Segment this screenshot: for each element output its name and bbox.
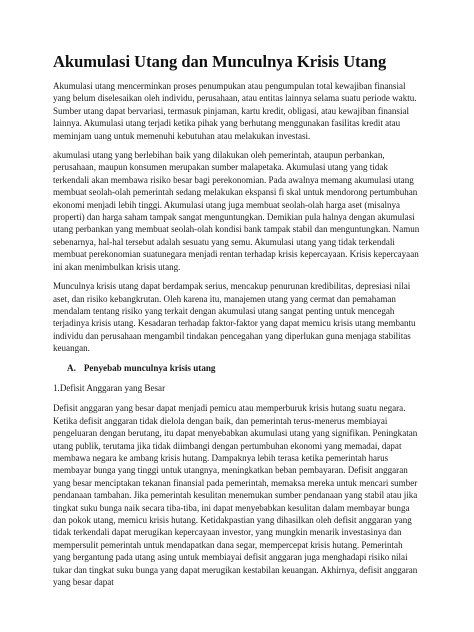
subsection-heading-1: 1.Defisit Anggaran yang Besar <box>53 382 166 393</box>
section-heading-a <box>67 362 422 374</box>
page-title: Akumulasi Utang dan Munculnya Krisis Utang <box>53 52 387 71</box>
paragraph-deficit: Defisit anggaran yang besar dapat menjadi pemicu atau memperburuk krisis hutang suatu negara. Ketika defisit anggaran tidak dielola dengan baik, dan pemerintah terus-menerus membiayai pengeluaran dengan berutang, itu dapat menyebabkan akumulasi utang yang signifikan. Peningkatan utang publik, terutama jika tidak diimbangi dengan pertumbuhan ekonomi yang memadai, dapat membawa negara ke ambang krisis hutang. Dampaknya lebih terasa ketika pemerintah harus membayar bunga yang tinggi untuk utangnya, meningkatkan beban pembayaran. Defisit anggaran yang besar menciptakan tekanan finansial pada pemerintah, memaksa mereka untuk mencari sumber pendanaan tambahan. Jika pemerintah kesulitan menemukan sumber pendanaan yang stabil atau jika tingkat suku bunga naik secara tiba-tiba, ini dapat menyebabkan kesulitan dalam membayar bunga dan pokok utang, memicu krisis hutang. Ketidakpastian yang dihasilkan oleh defisit anggaran yang tidak terkendali dapat merugikan kepercayaan investor, yang mungkin menarik investasinya dan mempersulit pemerintah untuk mendapatkan dana segar, mempercepat krisis hutang. Pemerintah yang bergantung pada utang asing untuk membiayai defisit anggaran juga menghadapi risiko nilai tukar dan tingkat suku bunga yang dapat merugikan kestabilan keuangan. Akhirnya, defisit anggaran yang besar dapat <box>53 403 418 588</box>
paragraph-debt-crisis: Munculnya krisis utang dapat berdampak serius, mencakup penurunan kredibilitas, depresiasi nilai aset, dan risiko kebangkrutan. Oleh karena itu, manajemen utang yang cermat dan pemahaman mendalam tentang risiko yang terkait dengan akumulasi utang sangat penting untuk mencegah terjadinya krisis utang. Kesadaran terhadap faktor-faktor yang dapat memicu krisis utang membantu individu dan perusahaan mengambil tindakan pencegahan yang diperlukan guna menjaga stabilitas keuangan. <box>53 281 416 354</box>
paragraph-excess-debt: akumulasi utang yang berlebihan baik yang dilakukan oleh pemerintah, ataupun perbankan, perusahaan, maupun konsumen merupakan sumber malapetaka. Akumulasi utang yang tidak terkendali akan membawa risiko besar bagi perekonomian. Pada awalnya memang akumulasi utang membuat seolah-olah pemerintah sedang melakukan ekspansi fi skal untuk mendorong pertumbuhan ekonomi menjadi lebih tinggi. Akumulasi utang juga membuat seolah-olah harga aset (misalnya properti) dan harga saham tampak sangat menguntungkan. Demikian pula halnya dengan akumulasi utang perbankan yang membuat seolah-olah kondisi bank tampak stabil dan menguntungkan. Namun sebenarnya, hal-hal tersebut adalah sesuatu yang semu. Akumulasi utang yang tidak terkendali membuat perekonomian suatunegara menjadi rentan terhadap krisis kepercayaan. Krisis kepercayaan ini akan menimbulkan krisis utang. <box>53 150 420 272</box>
paragraph-intro: Akumulasi utang mencerminkan proses penumpukan atau pengumpulan total kewajiban finansial yang belum diselesaikan oleh individu, perusahaan, atau entitas lainnya selama suatu periode waktu. Sumber utang dapat bervariasi, termasuk pinjaman, kartu kredit, obligasi, atau kewajiban finansial lainnya. Akumulasi utang terjadi ketika pihak yang berhutang menggunakan fasilitas kredit atau meminjam uang untuk memenuhi kebutuhan atau melakukan investasi. <box>53 81 417 141</box>
section-letter: A. <box>67 362 76 373</box>
section-title: Penyebab munculnya krisis utang <box>83 362 216 373</box>
